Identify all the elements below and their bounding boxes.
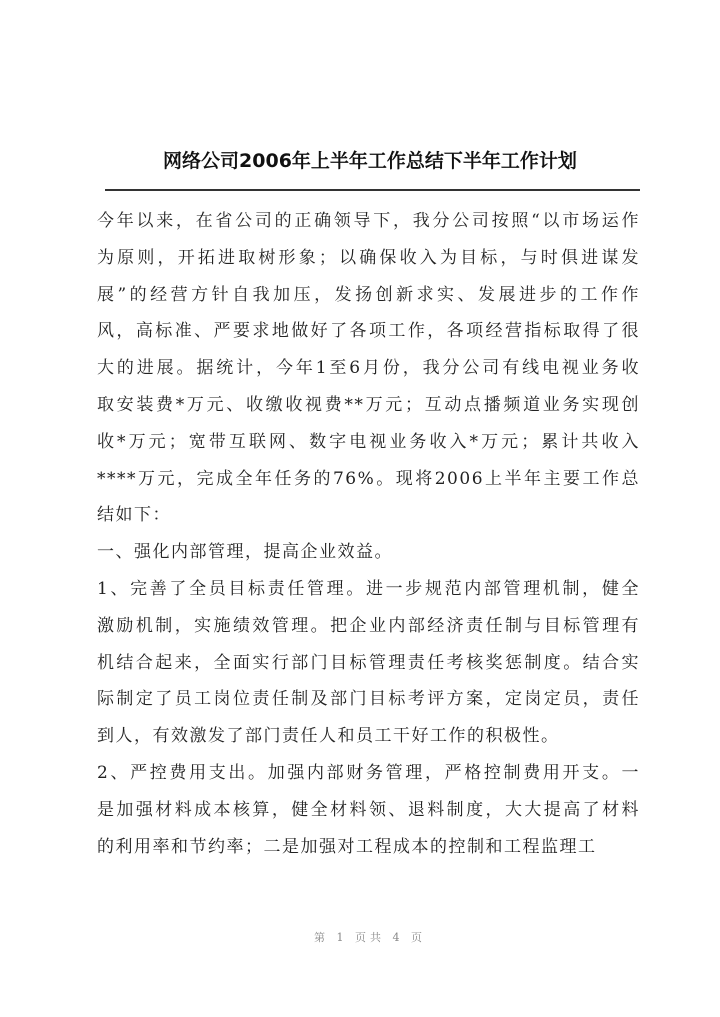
text-line: 收*万元；宽带互联网、数字电视业务收入*万元；累计共收入 bbox=[97, 431, 640, 452]
text-line: 为原则，开拓进取树形象；以确保收入为目标，与时俱进谋发 bbox=[97, 247, 640, 268]
text-line: 取安装费*万元、收缴收视费**万元；互动点播频道业务实现创 bbox=[97, 394, 640, 415]
text-line: 风，高标准、严要求地做好了各项工作，各项经营指标取得了很 bbox=[97, 321, 640, 342]
text-line: 一、强化内部管理，提高企业效益。 bbox=[97, 542, 393, 563]
text-line: 到人，有效激发了部门责任人和员工干好工作的积极性。 bbox=[97, 726, 560, 747]
text-line: 是加强材料成本核算，健全材料领、退料制度，大大提高了材料 bbox=[97, 799, 640, 820]
text-line: 的利用率和节约率；二是加强对工程成本的控制和工程监理工 bbox=[97, 836, 597, 857]
text-line: ****万元，完成全年任务的76%。现将2006上半年主要工作总 bbox=[97, 468, 640, 489]
text-line: 激励机制，实施绩效管理。把企业内部经济责任制与目标管理有 bbox=[97, 615, 640, 636]
text-line: 机结合起来，全面实行部门目标管理责任考核奖惩制度。结合实 bbox=[97, 652, 640, 673]
text-line: 1、完善了全员目标责任管理。进一步规范内部管理机制，健全 bbox=[97, 578, 640, 599]
document-body bbox=[97, 203, 640, 865]
text-line: 际制定了员工岗位责任制及部门目标考评方案，定岗定员，责任 bbox=[97, 689, 640, 710]
text-line: 今年以来，在省公司的正确领导下，我分公司按照“以市场运作 bbox=[97, 211, 640, 231]
text-line: 结如下： bbox=[97, 505, 171, 526]
title-divider bbox=[105, 189, 640, 191]
page-footer: 第 1 页共 4 页 bbox=[314, 931, 426, 944]
text-line: 大的进展。据统计，今年1至6月份，我分公司有线电视业务收 bbox=[97, 358, 640, 379]
text-line: 2、严控费用支出。加强内部财务管理，严格控制费用开支。一 bbox=[97, 762, 640, 783]
document-title: 网络公司2006年上半年工作总结下半年工作计划 bbox=[163, 150, 577, 172]
text-line: 展”的经营方针自我加压，发扬创新求实、发展进步的工作作 bbox=[97, 284, 640, 305]
